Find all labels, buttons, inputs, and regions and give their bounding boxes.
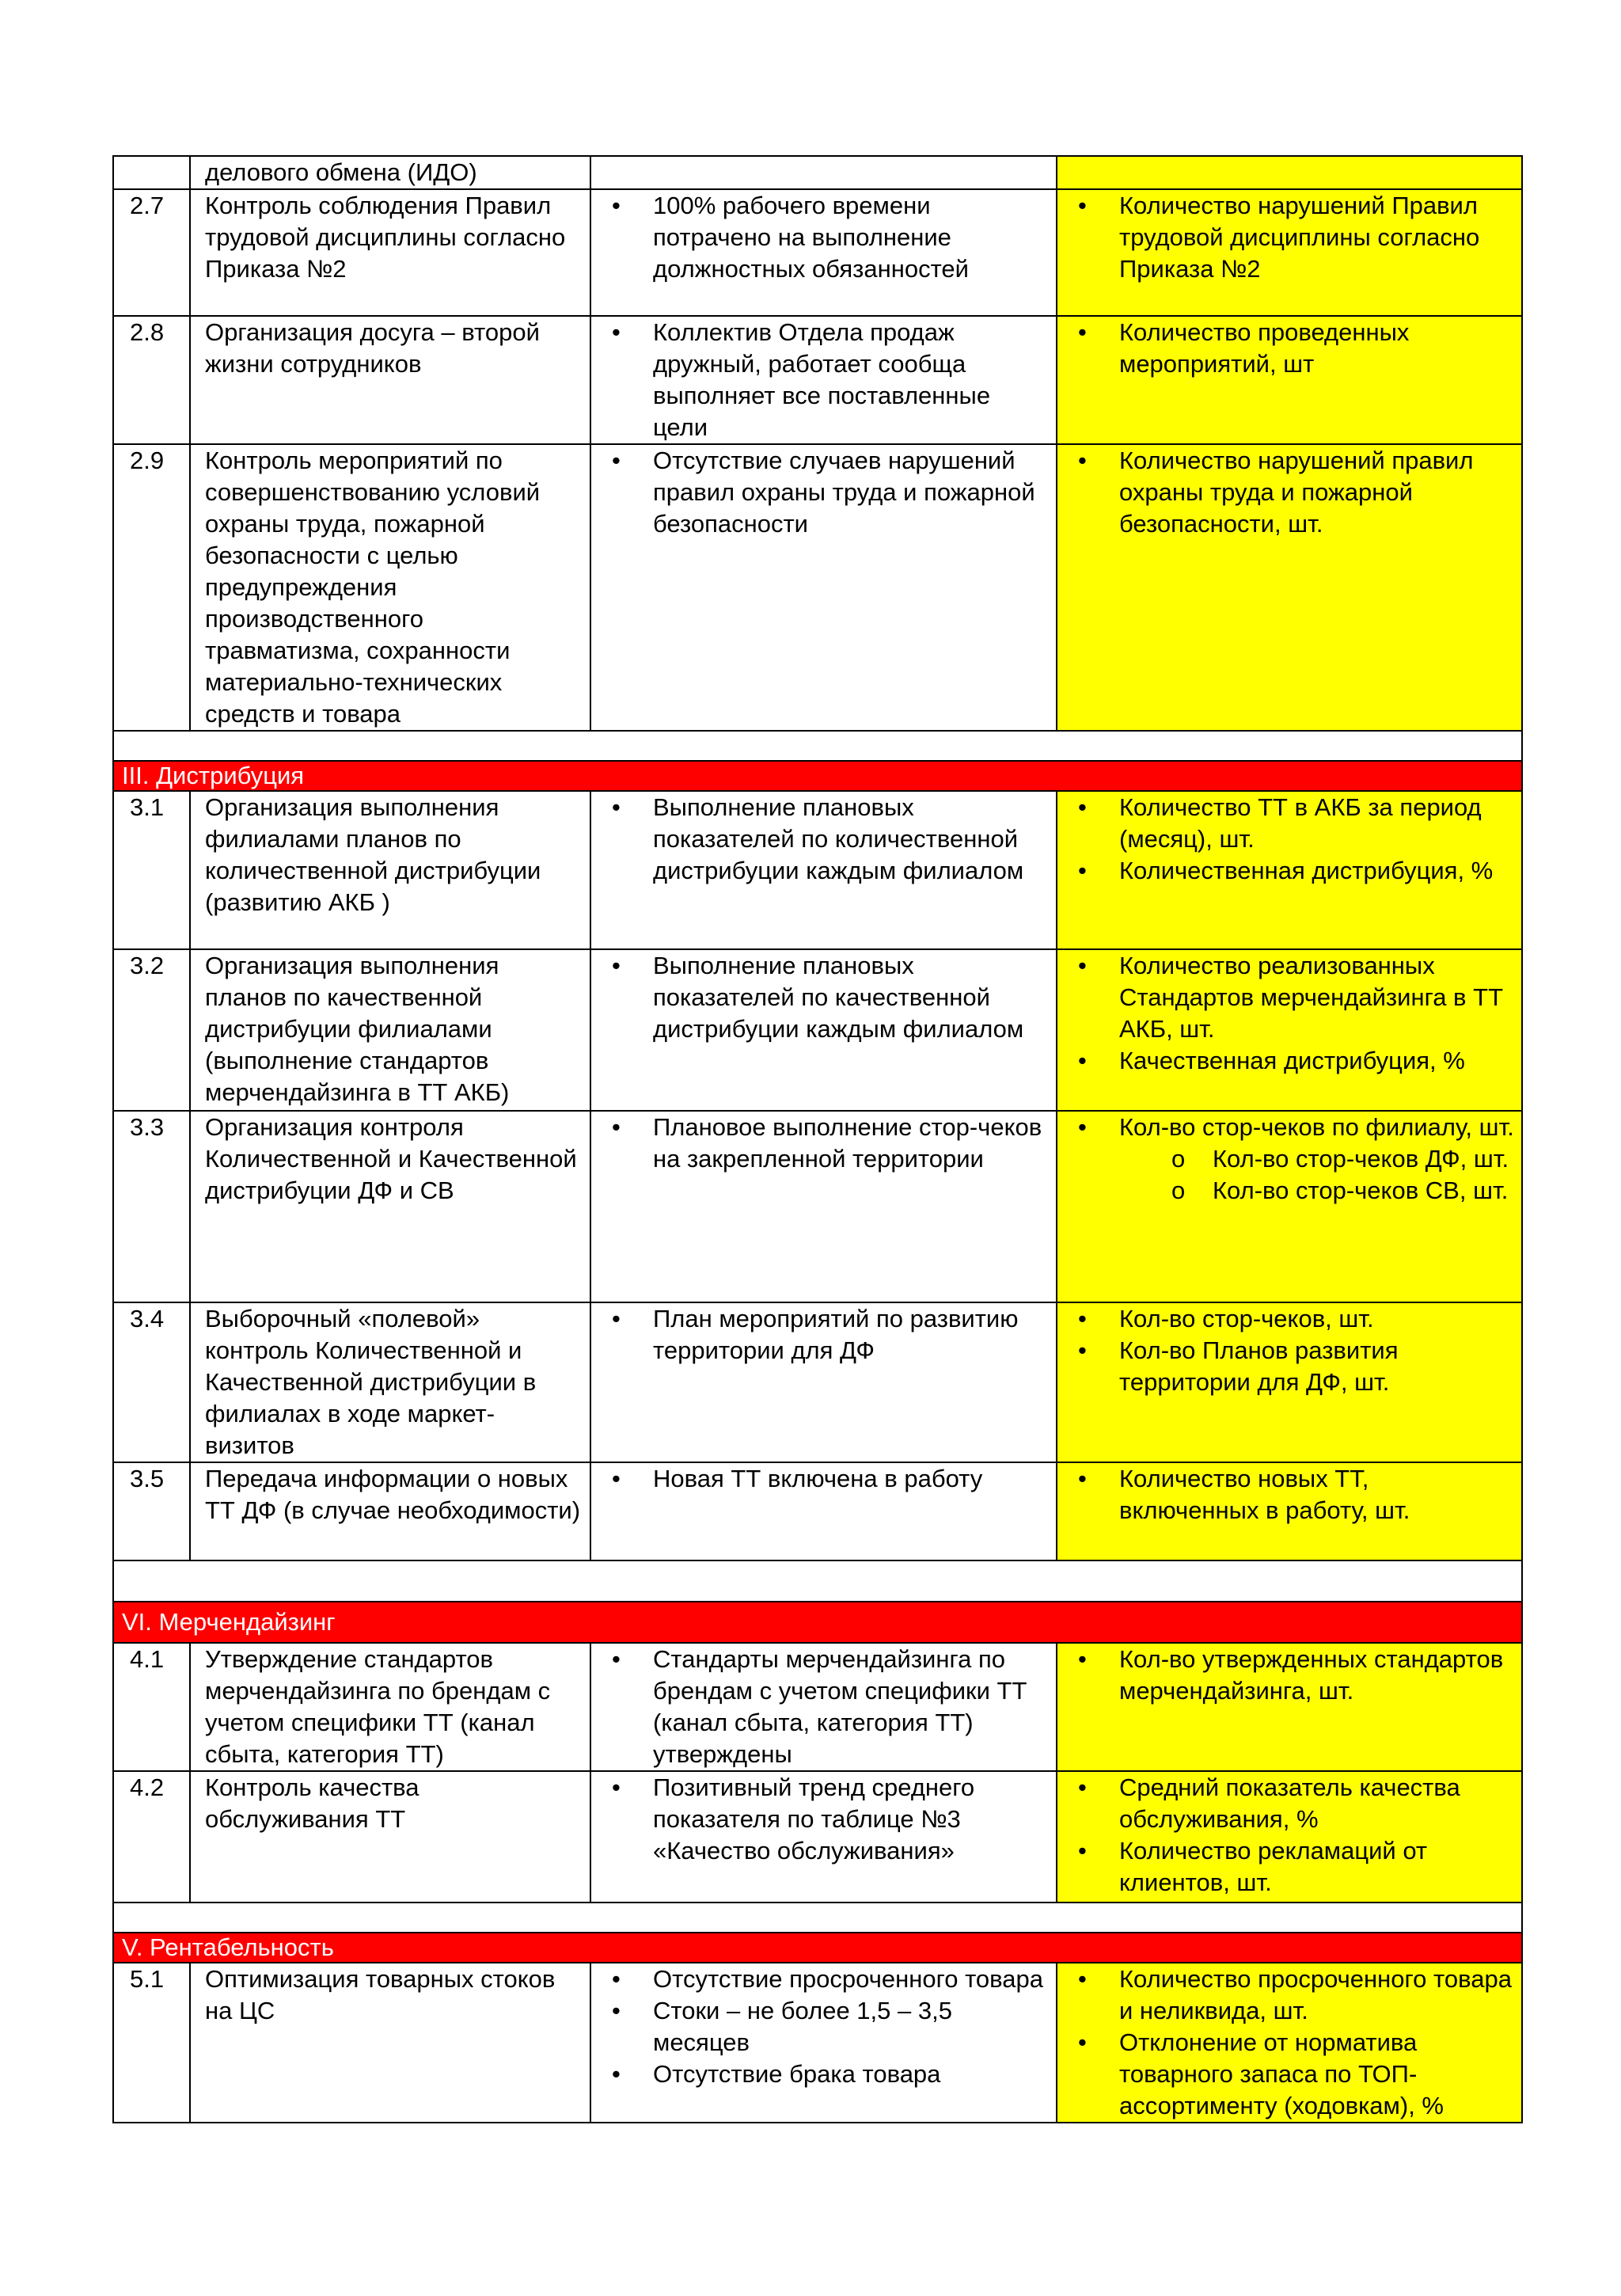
metric-cell: [1057, 316, 1522, 444]
task-cell: Оптимизация товарных стоков на ЦС: [190, 1963, 590, 2123]
spacer-row: [113, 1560, 1522, 1602]
task-cell: Контроль качества обслуживания ТТ: [190, 1771, 590, 1903]
row-number: 2.8: [113, 316, 190, 444]
result-cell: [590, 189, 1057, 316]
task-cell: Организация досуга – второй жизни сотрудников: [190, 316, 590, 444]
table-row: [113, 1111, 1522, 1302]
metric-item: • Отклонение от норматива товарного запаса по ТОП-ассортименту (ходовкам), %: [1072, 2027, 1515, 2122]
metric-item: • Количество нарушений правил охраны труда и пожарной безопасности, шт.: [1072, 445, 1515, 540]
section-title: III. Дистрибуция: [113, 761, 1522, 791]
metric-cell: [1057, 1462, 1522, 1560]
result-item: • Выполнение плановых показателей по качественной дистрибуции каждым филиалом: [606, 950, 1050, 1045]
metric-cell: [1057, 1302, 1522, 1462]
metric-item: • Количество нарушений Правил трудовой дисциплины согласно Приказа №2: [1072, 190, 1515, 285]
result-cell: [590, 1963, 1057, 2123]
result-item: • Отсутствие брака товара: [606, 2058, 1050, 2090]
table-row: [113, 1462, 1522, 1560]
sub-metric-item: o Кол-во стор-чеков СВ, шт.: [1072, 1175, 1515, 1207]
result-cell: [590, 156, 1057, 189]
result-item: • 100% рабочего времени потрачено на выполнение должностных обязанностей: [606, 190, 1050, 285]
task-cell: Контроль соблюдения Правил трудовой дисциплины согласно Приказа №2: [190, 189, 590, 316]
metric-cell: [1057, 791, 1522, 949]
row-number: 3.1: [113, 791, 190, 949]
metric-item: • Количество рекламаций от клиентов, шт.: [1072, 1835, 1515, 1899]
result-cell: [590, 1111, 1057, 1302]
result-item: • Выполнение плановых показателей по количественной дистрибуции каждым филиалом: [606, 792, 1050, 887]
spacer-row: [113, 731, 1522, 761]
result-item: • Плановое выполнение стор-чеков на закрепленной территории: [606, 1112, 1050, 1175]
table-row: [113, 791, 1522, 949]
section-header-row: [113, 1602, 1522, 1643]
result-item: • Отсутствие просроченного товара: [606, 1963, 1050, 1995]
row-number: 5.1: [113, 1963, 190, 2123]
row-number: 2.7: [113, 189, 190, 316]
section-header-row: [113, 761, 1522, 791]
result-cell: [590, 444, 1057, 731]
table-row: [113, 156, 1522, 189]
metric-cell: [1057, 1643, 1522, 1771]
metric-cell: [1057, 1771, 1522, 1903]
table-row: [113, 189, 1522, 316]
result-item: • Коллектив Отдела продаж дружный, работает сообща выполняет все поставленные цели: [606, 317, 1050, 443]
metric-item: • Количество реализованных Стандартов мерчендайзинга в ТТ АКБ, шт.: [1072, 950, 1515, 1045]
task-cell: Выборочный «полевой» контроль Количественной и Качественной дистрибуции в филиалах в ходе маркет-визитов: [190, 1302, 590, 1462]
result-item: • План мероприятий по развитию территории для ДФ: [606, 1303, 1050, 1367]
result-cell: [590, 1302, 1057, 1462]
result-cell: [590, 1771, 1057, 1903]
result-item: • Стоки – не более 1,5 – 3,5 месяцев: [606, 1995, 1050, 2058]
metric-item: • Кол-во стор-чеков, шт.: [1072, 1303, 1515, 1335]
row-number: 4.1: [113, 1643, 190, 1771]
result-item: • Новая ТТ включена в работу: [606, 1463, 1050, 1495]
metric-item: • Кол-во стор-чеков по филиалу, шт.: [1072, 1112, 1515, 1143]
metric-cell: [1057, 1963, 1522, 2123]
result-item: • Стандарты мерчендайзинга по брендам с учетом специфики ТТ (канал сбыта, категория ТТ) утверждены: [606, 1644, 1050, 1770]
metric-item: • Количество просроченного товара и неликвида, шт.: [1072, 1963, 1515, 2027]
task-cell: Контроль мероприятий по совершенствованию условий охраны труда, пожарной безопасности с целью предупреждения производственного травматизма, сохранности материально-технических средств и товара: [190, 444, 590, 731]
result-cell: [590, 949, 1057, 1111]
metric-item: • Количество ТТ в АКБ за период (месяц), шт.: [1072, 792, 1515, 855]
metric-item: • Количественная дистрибуция, %: [1072, 855, 1515, 887]
metric-cell: [1057, 1111, 1522, 1302]
table-row: [113, 1302, 1522, 1462]
task-cell: Организация выполнения филиалами планов по количественной дистрибуции (развитию АКБ ): [190, 791, 590, 949]
metric-cell: [1057, 444, 1522, 731]
row-number: 3.4: [113, 1302, 190, 1462]
sub-metric-item: o Кол-во стор-чеков ДФ, шт.: [1072, 1143, 1515, 1175]
result-cell: [590, 1462, 1057, 1560]
task-cell: Передача информации о новых ТТ ДФ (в случае необходимости): [190, 1462, 590, 1560]
section-title: VI. Мерчендайзинг: [113, 1602, 1522, 1643]
task-cell: Утверждение стандартов мерчендайзинга по брендам с учетом специфики ТТ (канал сбыта, категория ТТ): [190, 1643, 590, 1771]
task-cell: Организация контроля Количественной и Качественной дистрибуции ДФ и СВ: [190, 1111, 590, 1302]
table-row: [113, 1643, 1522, 1771]
metric-cell: [1057, 156, 1522, 189]
task-cell: Организация выполнения планов по качественной дистрибуции филиалами (выполнение стандартов мерчендайзинга в ТТ АКБ): [190, 949, 590, 1111]
row-number: [113, 156, 190, 189]
table-row: [113, 1963, 1522, 2123]
table-row: [113, 949, 1522, 1111]
result-cell: [590, 316, 1057, 444]
metric-item: • Количество новых ТТ, включенных в работу, шт.: [1072, 1463, 1515, 1526]
metric-cell: [1057, 189, 1522, 316]
table-row: [113, 1771, 1522, 1903]
metric-item: • Кол-во утвержденных стандартов мерчендайзинга, шт.: [1072, 1644, 1515, 1707]
row-number: 4.2: [113, 1771, 190, 1903]
metric-item: • Кол-во Планов развития территории для ДФ, шт.: [1072, 1335, 1515, 1398]
row-number: 3.3: [113, 1111, 190, 1302]
table-row: [113, 444, 1522, 731]
row-number: 2.9: [113, 444, 190, 731]
task-cell: делового обмена (ИДО): [190, 156, 590, 189]
kpi-table: [112, 155, 1523, 2123]
metric-item: • Количество проведенных мероприятий, шт: [1072, 317, 1515, 380]
metric-cell: [1057, 949, 1522, 1111]
metric-item: • Средний показатель качества обслуживания, %: [1072, 1772, 1515, 1835]
table-row: [113, 316, 1522, 444]
result-cell: [590, 791, 1057, 949]
spacer-row: [113, 1903, 1522, 1933]
result-cell: [590, 1643, 1057, 1771]
metric-item: • Качественная дистрибуция, %: [1072, 1045, 1515, 1077]
result-item: • Отсутствие случаев нарушений правил охраны труда и пожарной безопасности: [606, 445, 1050, 540]
row-number: 3.5: [113, 1462, 190, 1560]
section-title: V. Рентабельность: [113, 1933, 1522, 1963]
row-number: 3.2: [113, 949, 190, 1111]
result-item: • Позитивный тренд среднего показателя по таблице №3 «Качество обслуживания»: [606, 1772, 1050, 1867]
section-header-row: [113, 1933, 1522, 1963]
